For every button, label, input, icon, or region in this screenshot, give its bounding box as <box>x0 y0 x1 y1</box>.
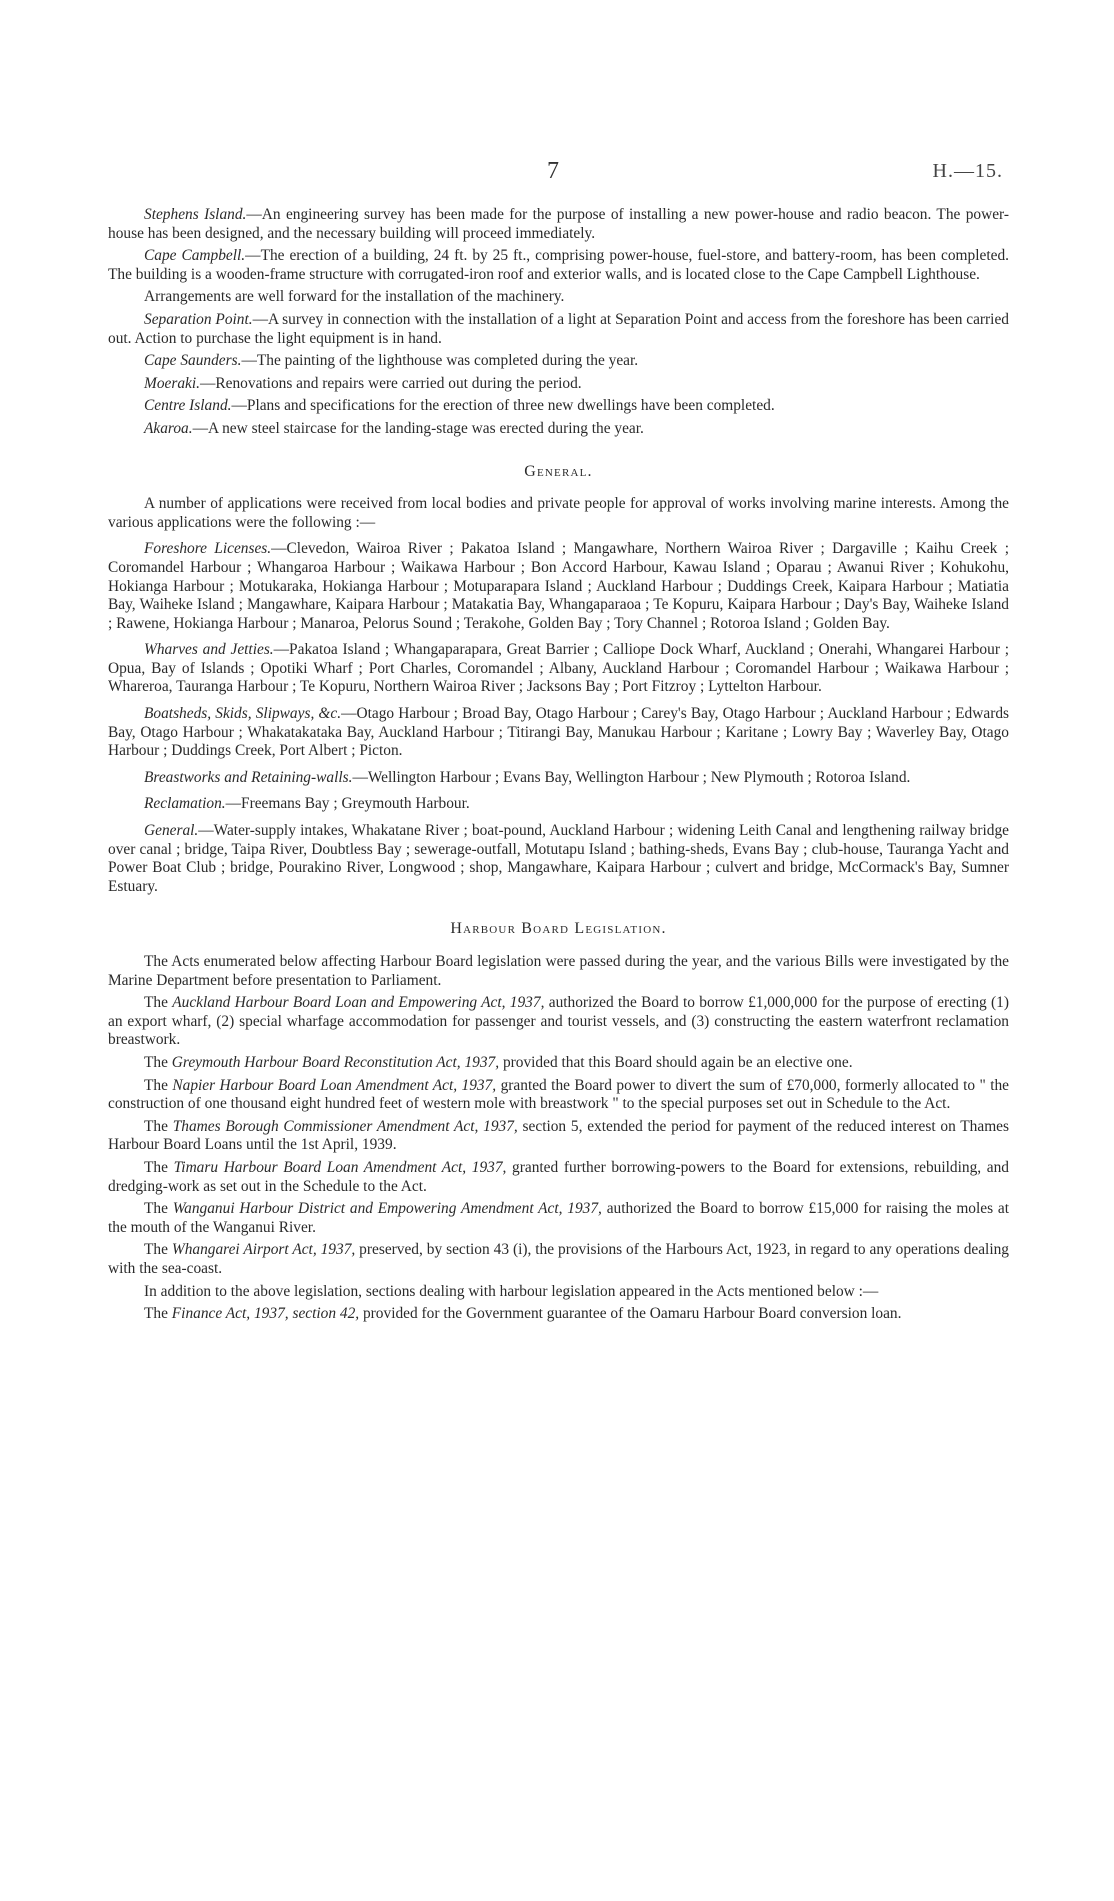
act-title: Napier Harbour Board Loan Amendment Act, 1937, <box>172 1076 497 1094</box>
act-title: Thames Borough Commissioner Amendment Act, 1937, <box>172 1117 518 1135</box>
paragraph-lead: General. <box>144 822 199 840</box>
paragraph-text: The <box>144 1200 173 1218</box>
paragraph <box>108 397 1009 416</box>
paragraph-text: The <box>144 1158 174 1176</box>
paragraph-text: —Wellington Harbour ; Evans Bay, Wellington Harbour ; New Plymouth ; Rotoroa Island. <box>352 768 911 786</box>
paragraph-text: provided for the Government guarantee of the Oamaru Harbour Board conversion loan. <box>359 1305 902 1323</box>
paragraph-text: —Clevedon, Wairoa River ; Pakatoa Island ; Mangawhare, Northern Wairoa River ; Dargaville ; Kaihu Creek ; Coromandel Harbour ; Whangaroa Harbour ; Waikawa Harbour ; Bon Accord Harbour, Kawau Island ; Oparau ; Awanui River ; Kohukohu, Hokianga Harbour ; Motukaraka, Hokianga Harbour ; Motuparapara Island ; Auckland Harbour ; Duddings Creek, Kaipara Harbour ; Matiatia Bay, Waiheke Island ; Mangawhare, Kaipara Harbour ; Matakatia Bay, Whangaparaoa ; Te Kopuru, Kaipara Harbour ; Day's Bay, Waiheke Island ; Rawene, Hokianga Harbour ; Manaroa, Pelorus Sound ; Terakohe, Golden Bay ; Tory Channel ; Rotoroa Island ; Golden Bay. <box>108 540 1009 632</box>
paragraph-lead: Cape Campbell. <box>144 247 246 265</box>
paragraph-text: granted the Board power to divert the sum of £70,000, formerly allocated to " the construction of one thousand eight hundred feet of western mole with breastwork " to the special purposes set out in Schedule to the Act. <box>108 1076 1010 1113</box>
paragraph-text: authorized the Board to borrow £15,000 for raising the moles at the mouth of the Wanganui River. <box>108 1200 1009 1236</box>
paragraph-text: The <box>144 1117 173 1135</box>
paragraph-text: —Otago Harbour ; Broad Bay, Otago Harbour ; Carey's Bay, Otago Harbour ; Auckland Harbour ; Edwards Bay, Otago Harbour ; Whakatakataka Bay, Auckland Harbour ; Titirangi Bay, Manukau Harbour ; Karitane ; Lowry Bay ; Waverley Bay, Otago Harbour ; Duddings Creek, Port Albert ; Picton. <box>108 705 1009 760</box>
paragraph-lead: Cape Saunders. <box>144 352 242 370</box>
paragraph <box>108 1283 1009 1302</box>
paragraph <box>108 420 1009 439</box>
general-section <box>108 463 1009 897</box>
paragraph <box>108 1054 1009 1073</box>
paragraph <box>108 540 1009 633</box>
page-number: 7 <box>547 158 559 184</box>
paragraph <box>108 994 1009 1050</box>
page-header <box>108 158 1009 188</box>
paragraph-lead: Stephens Island. <box>144 206 247 223</box>
paragraph-text: provided that this Board should again be an elective one. <box>499 1053 853 1071</box>
section-heading-general: General. <box>524 462 593 480</box>
act-title: Timaru Harbour Board Loan Amendment Act, 1937, <box>173 1158 507 1176</box>
paragraph <box>108 375 1009 394</box>
paragraph-text: —A new steel staircase for the landing-stage was erected during the year. <box>192 419 644 437</box>
paragraph-text: The <box>144 1241 172 1259</box>
paragraph-text: Arrangements are well forward for the installation of the machinery. <box>144 288 565 306</box>
paragraph-lead: Breastworks and Retaining-walls. <box>144 768 353 786</box>
paragraph <box>108 641 1009 697</box>
paragraph-text: —Freemans Bay ; Greymouth Harbour. <box>225 795 470 813</box>
paragraph-text: The <box>144 1076 173 1094</box>
paragraph-text: —Renovations and repairs were carried out during the period. <box>200 374 582 392</box>
harbour-board-legislation-section <box>108 920 1009 1323</box>
paragraph <box>108 769 1009 788</box>
paragraph <box>108 495 1009 532</box>
paragraph-lead: Centre Island. <box>144 397 232 415</box>
paragraph-text: authorized the Board to borrow £1,000,000 for the purpose of erecting (1) an export wharf, (2) special wharfage accommodation for passenger and tourist vessels, and (3) constructing the eastern waterfront reclamation breastwork. <box>108 994 1009 1049</box>
document-reference: H.—15. <box>932 160 1003 182</box>
paragraph-text: The Acts enumerated below affecting Harbour Board legislation were passed during the year, and the various Bills were investigated by the Marine Department before presentation to Parliament. <box>108 953 1009 989</box>
paragraph-lead: Akaroa. <box>144 419 193 437</box>
lighthouse-works-section <box>108 206 1009 439</box>
paragraph <box>108 953 1009 990</box>
paragraph-lead: Moeraki. <box>144 374 200 392</box>
paragraph-text: granted further borrowing-powers to the Board for extensions, rebuilding, and dredging-work as set out in the Schedule to the Act. <box>108 1158 1009 1195</box>
act-title: Auckland Harbour Board Loan and Empowering Act, 1937, <box>172 994 545 1012</box>
paragraph <box>108 795 1009 814</box>
paragraph <box>108 1159 1009 1196</box>
act-title: Greymouth Harbour Board Reconstitution Act, 1937, <box>171 1053 500 1071</box>
paragraph-text: —Water-supply intakes, Whakatane River ; boat-pound, Auckland Harbour ; widening Leith Canal and lengthening railway bridge over canal ; bridge, Taipa River, Doubtless Bay ; sewerage-outfall, Motutapu Island ; bathing-sheds, Evans Bay ; club-house, Tauranga Yacht and Power Boat Club ; bridge, Pourakino River, Longwood ; shop, Mangawhare, Kaipara Harbour ; culvert and bridge, McCormack's Bay, Sumner Estuary. <box>108 822 1009 895</box>
section-heading-legislation: Harbour Board Legislation. <box>450 920 667 938</box>
paragraph <box>108 1305 1009 1324</box>
page-body <box>108 206 1009 1328</box>
paragraph <box>108 206 1009 243</box>
paragraph-text: The <box>144 1053 172 1071</box>
paragraph-lead: Reclamation. <box>144 795 226 813</box>
paragraph-text: —Plans and specifications for the erection of three new dwellings have been completed. <box>231 397 775 415</box>
paragraph-text: The <box>144 1305 172 1323</box>
paragraph-text: —The painting of the lighthouse was completed during the year. <box>241 352 639 370</box>
paragraph <box>108 1077 1009 1114</box>
paragraph-text: In addition to the above legislation, sections dealing with harbour legislation appeared in the Acts mentioned below :— <box>144 1282 879 1300</box>
paragraph <box>108 1200 1009 1237</box>
act-title: Whangarei Airport Act, 1937, <box>171 1241 356 1259</box>
paragraph-text: —An engineering survey has been made for the purpose of installing a new power-house and radio beacon. The power-house has been designed, and the necessary building will proceed immediately. <box>108 206 1009 242</box>
paragraph <box>108 288 1009 307</box>
paragraph-lead: Separation Point. <box>144 310 253 328</box>
paragraph-text: section 5, extended the period for payment of the reduced interest on Thames Harbour Board Loans until the 1st April, 1939. <box>108 1117 1010 1154</box>
paragraph <box>108 1241 1009 1278</box>
paragraph-text: preserved, by section 43 (i), the provisions of the Harbours Act, 1923, in regard to any operations dealing with the sea-coast. <box>108 1241 1010 1277</box>
act-title: Wanganui Harbour District and Empowering Amendment Act, 1937, <box>172 1200 602 1218</box>
paragraph-lead: Wharves and Jetties. <box>144 641 274 659</box>
paragraph-text: A number of applications were received from local bodies and private people for approval of works involving marine interests. Among the various applications were the following :— <box>108 495 1009 531</box>
paragraph-text: —Pakatoa Island ; Whangaparapara, Great Barrier ; Calliope Dock Wharf, Auckland ; Onerahi, Whangarei Harbour ; Opua, Bay of Islands ; Opotiki Wharf ; Port Charles, Coromandel ; Albany, Auckland Harbour ; Coromandel Harbour ; Waikawa Harbour ; Whareroa, Tauranga Harbour ; Te Kopuru, Northern Wairoa River ; Jacksons Bay ; Port Fitzroy ; Lyttelton Harbour. <box>108 641 1009 696</box>
paragraph <box>108 247 1009 284</box>
paragraph-text: —A survey in connection with the installation of a light at Separation Point and access from the foreshore has been carried out. Action to purchase the light equipment is in hand. <box>108 310 1009 347</box>
paragraph-text: The <box>144 994 173 1012</box>
paragraph-lead: Boatsheds, Skids, Slipways, &c. <box>144 705 342 723</box>
act-title: Finance Act, 1937, section 42, <box>171 1305 360 1323</box>
paragraph-text: —The erection of a building, 24 ft. by 25 ft., comprising power-house, fuel-store, and battery-room, has been completed. The building is a wooden-frame structure with corrugated-iron roof and exterior walls, and is located close to the Cape Campbell Lighthouse. <box>108 247 1009 283</box>
paragraph-lead: Foreshore Licenses. <box>144 540 272 558</box>
paragraph <box>108 705 1009 761</box>
paragraph <box>108 352 1009 371</box>
paragraph <box>108 311 1009 348</box>
paragraph <box>108 1118 1009 1155</box>
paragraph <box>108 822 1009 896</box>
